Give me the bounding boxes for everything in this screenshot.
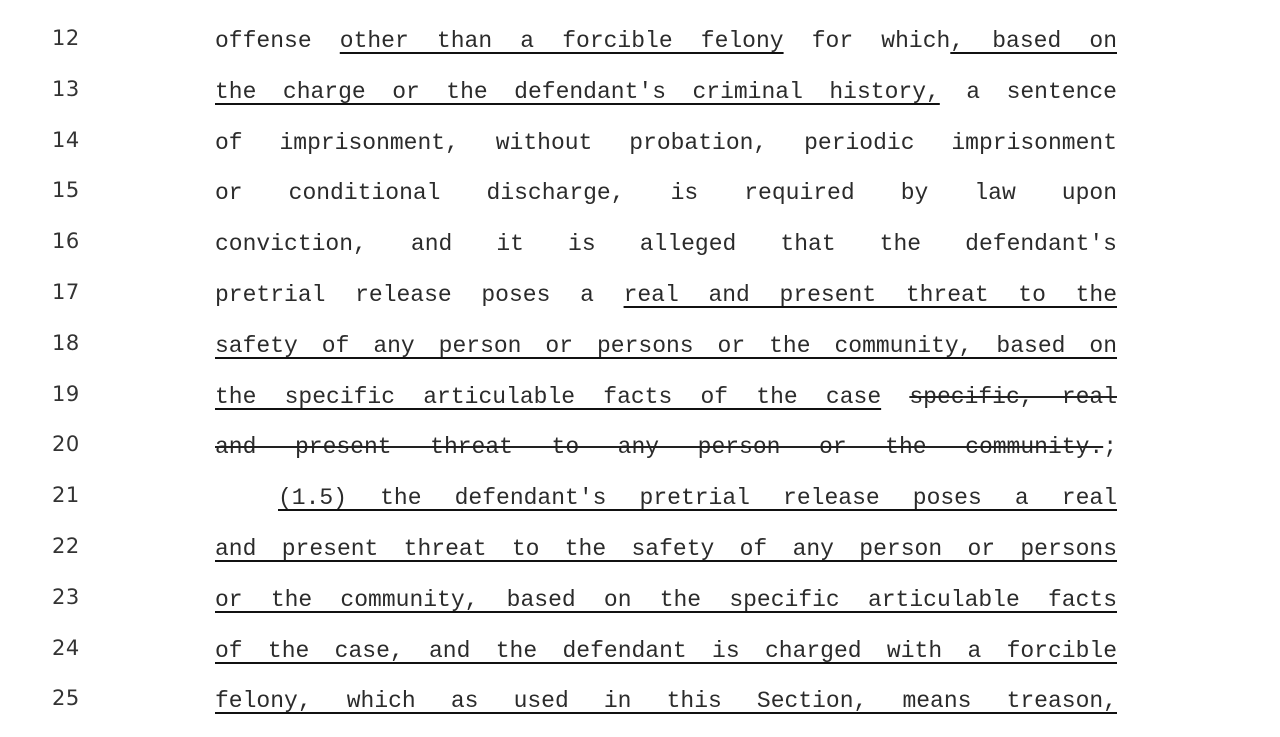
document-line [0,432,1280,483]
document-line [0,26,1280,77]
inserted-text: the specific articulable facts of the case [215,383,882,410]
document-line [0,382,1280,433]
inserted-text: the charge or the defendant's criminal history, [215,78,940,105]
inserted-text: (1.5) the defendant's pretrial release poses a real [278,485,1117,512]
line-number: 17 [52,280,80,304]
line-number: 20 [52,432,80,457]
line-number: 15 [52,178,80,203]
line-number: 19 [52,381,80,406]
existing-text: ; [1103,434,1117,461]
document-line [0,280,1280,331]
line-number: 18 [52,330,80,355]
inserted-text: and present threat to the safety of any person or persons [215,536,1117,562]
inserted-text: felony, which as used in this Section, means treason, [215,688,1117,715]
line-number: 12 [52,26,80,50]
line-number: 23 [52,584,80,609]
line-number: 22 [52,534,80,558]
line-number: 16 [52,229,80,254]
document-line [0,534,1280,585]
line-text [215,280,1117,310]
document-line [0,77,1280,128]
existing-text: of imprisonment, without probation, periodic imprisonment [215,129,1117,156]
inserted-text: of the case, and the defendant is charged with a forcible [215,637,1117,664]
cut-off-previous-line [215,0,1117,2]
line-number: 25 [52,686,80,711]
document-line [0,229,1280,280]
document-line [0,585,1280,636]
line-text [278,483,1117,513]
line-text [215,636,1117,666]
existing-text: a sentence [939,78,1117,105]
line-text [215,382,1117,412]
document-line [0,483,1280,534]
existing-text: for which [783,28,951,54]
line-text [215,178,1117,208]
deleted-text: specific, real [909,383,1117,410]
inserted-text: or the community, based on the specific articulable facts [215,586,1117,613]
deleted-text: and present threat to any person or the community. [215,434,1104,461]
existing-text: pretrial release poses a [215,282,624,308]
line-text [215,26,1117,56]
line-text [215,77,1117,107]
existing-text: offense [215,28,340,54]
line-text [215,229,1117,259]
inserted-text: real and present threat to the [623,282,1117,308]
document-line [0,178,1280,229]
inserted-text: , based on [950,28,1117,54]
document-line [0,686,1280,737]
line-text [215,128,1117,158]
document-line [0,128,1280,179]
inserted-text: safety of any person or persons or the community, based on [215,332,1117,359]
document-line [0,636,1280,687]
inserted-text: other than a forcible felony [339,28,784,54]
line-number: 24 [52,635,80,660]
line-number: 21 [52,483,80,508]
line-text [215,432,1117,462]
line-text [215,585,1117,615]
line-number: 13 [52,76,80,101]
existing-text: or conditional discharge, is required by law upon [215,180,1117,207]
document-line [0,331,1280,382]
line-number: 14 [52,127,80,152]
line-text [215,686,1117,716]
line-text [215,331,1117,361]
existing-text [881,384,909,410]
line-text [215,534,1117,564]
existing-text: conviction, and it is alleged that the defendant's [215,231,1117,258]
